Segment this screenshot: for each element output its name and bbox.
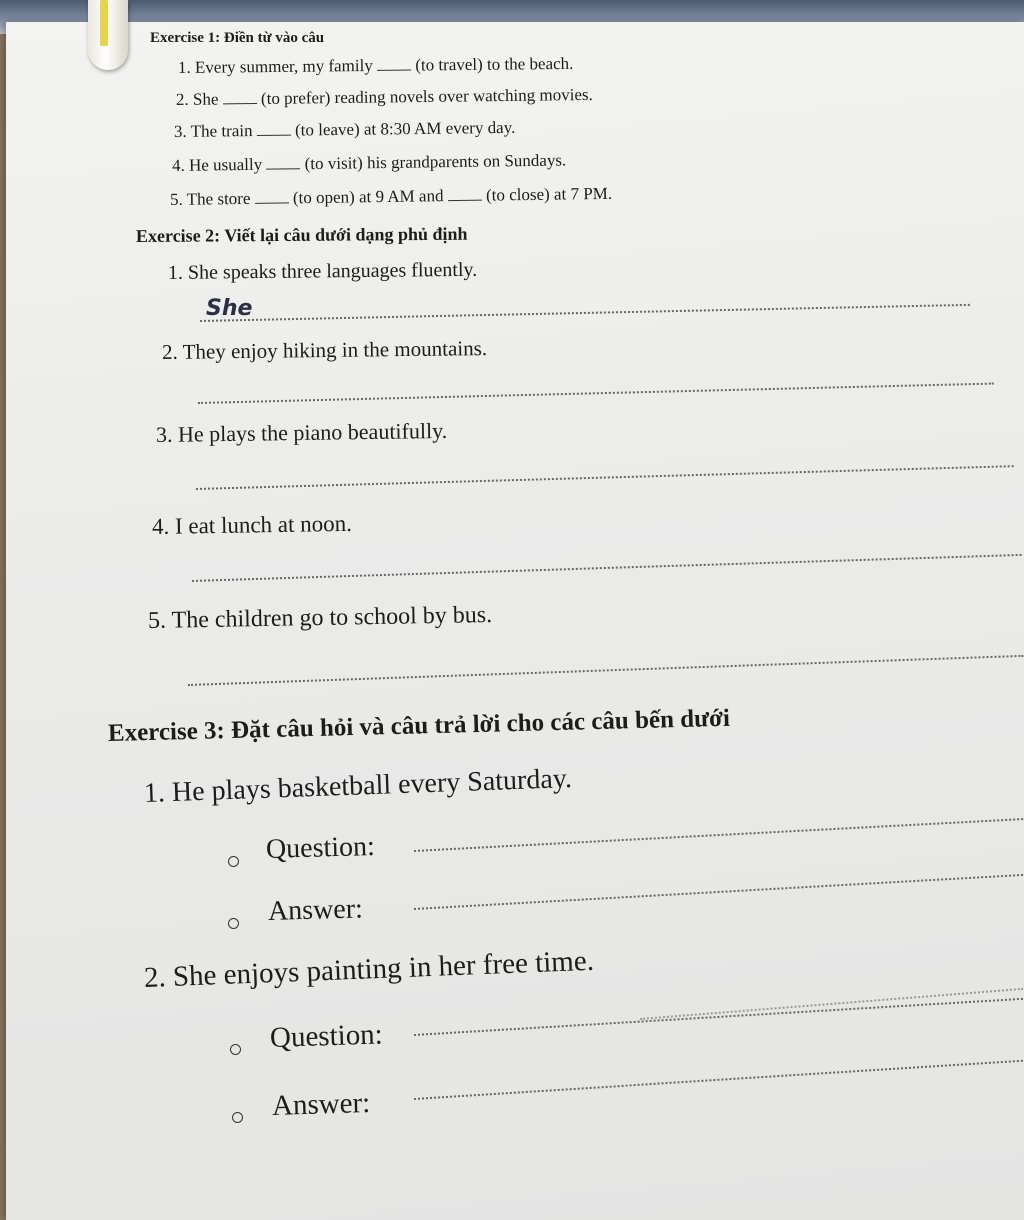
exercise-2-item-3 bbox=[156, 418, 448, 448]
bullet-circle bbox=[228, 856, 239, 867]
answer-label: Answer: bbox=[267, 893, 364, 927]
item-text-after: (to visit) his grandparents on Sundays. bbox=[304, 150, 567, 174]
item-number: 5. bbox=[169, 189, 183, 209]
item-number: 3. bbox=[155, 421, 173, 447]
item-number: 1. bbox=[167, 261, 184, 284]
handwritten-answer: She bbox=[206, 296, 253, 321]
item-text-before: She bbox=[192, 89, 219, 109]
fill-blank bbox=[266, 168, 300, 169]
fill-blank bbox=[255, 202, 289, 203]
exercise-1-title: Exercise 1: Điền từ vào câu bbox=[150, 30, 325, 46]
item-text-after: (to travel) to the beach. bbox=[415, 53, 574, 75]
item-number: 4. bbox=[171, 155, 185, 175]
item-number: 4. bbox=[151, 513, 170, 539]
fill-blank bbox=[223, 103, 257, 104]
bullet-circle bbox=[230, 1044, 241, 1055]
fill-blank bbox=[377, 70, 411, 71]
item-text-before: The train bbox=[190, 121, 253, 141]
item-text: She speaks three languages fluently. bbox=[187, 258, 478, 284]
item-text: He plays the piano beautifully. bbox=[177, 417, 448, 447]
question-label: Question: bbox=[265, 830, 376, 865]
item-number: 5. bbox=[147, 607, 167, 634]
answer-label: Answer: bbox=[271, 1086, 371, 1122]
item-text-before: The store bbox=[186, 188, 251, 209]
item-text-after: (to leave) at 8:30 AM every day. bbox=[294, 117, 516, 140]
pen bbox=[88, 0, 128, 70]
item-text-middle: (to open) at 9 AM and bbox=[292, 186, 444, 208]
bullet-circle bbox=[228, 918, 239, 929]
exercise-1-item-3 bbox=[174, 118, 516, 142]
item-text: They enjoy hiking in the mountains. bbox=[182, 336, 488, 364]
item-text: The children go to school by bus. bbox=[171, 601, 493, 634]
item-number: 1. bbox=[143, 777, 166, 809]
item-text: He plays basketball every Saturday. bbox=[171, 763, 573, 809]
exercise-3-title: Exercise 3: Đặt câu hỏi và câu trả lời cho các câu bến dưới bbox=[107, 704, 731, 747]
item-number: 2. bbox=[161, 339, 178, 364]
question-label: Question: bbox=[269, 1018, 384, 1054]
item-text-after: (to close) at 7 PM. bbox=[485, 183, 613, 205]
item-number: 1. bbox=[177, 57, 191, 77]
item-number: 3. bbox=[173, 121, 187, 141]
item-text: I eat lunch at noon. bbox=[174, 510, 353, 539]
exercise-2-item-2 bbox=[162, 336, 487, 365]
exercise-2-title: Exercise 2: Viết lại câu dưới dạng phủ định bbox=[135, 223, 468, 246]
fill-blank bbox=[448, 200, 482, 201]
pen-clip bbox=[100, 0, 108, 46]
exercise-2-item-4 bbox=[152, 511, 352, 540]
exercise-2-item-1 bbox=[168, 259, 477, 285]
item-text-before: Every summer, my family bbox=[194, 55, 373, 77]
bullet-circle bbox=[232, 1112, 243, 1123]
fill-blank bbox=[257, 135, 291, 136]
item-text: She enjoys painting in her free time. bbox=[172, 944, 595, 993]
item-text-after: (to prefer) reading novels over watching movies. bbox=[260, 84, 593, 108]
item-number: 2. bbox=[175, 89, 189, 109]
item-text-before: He usually bbox=[188, 154, 263, 175]
item-number: 2. bbox=[143, 961, 167, 994]
exercise-1-item-1 bbox=[178, 54, 574, 78]
